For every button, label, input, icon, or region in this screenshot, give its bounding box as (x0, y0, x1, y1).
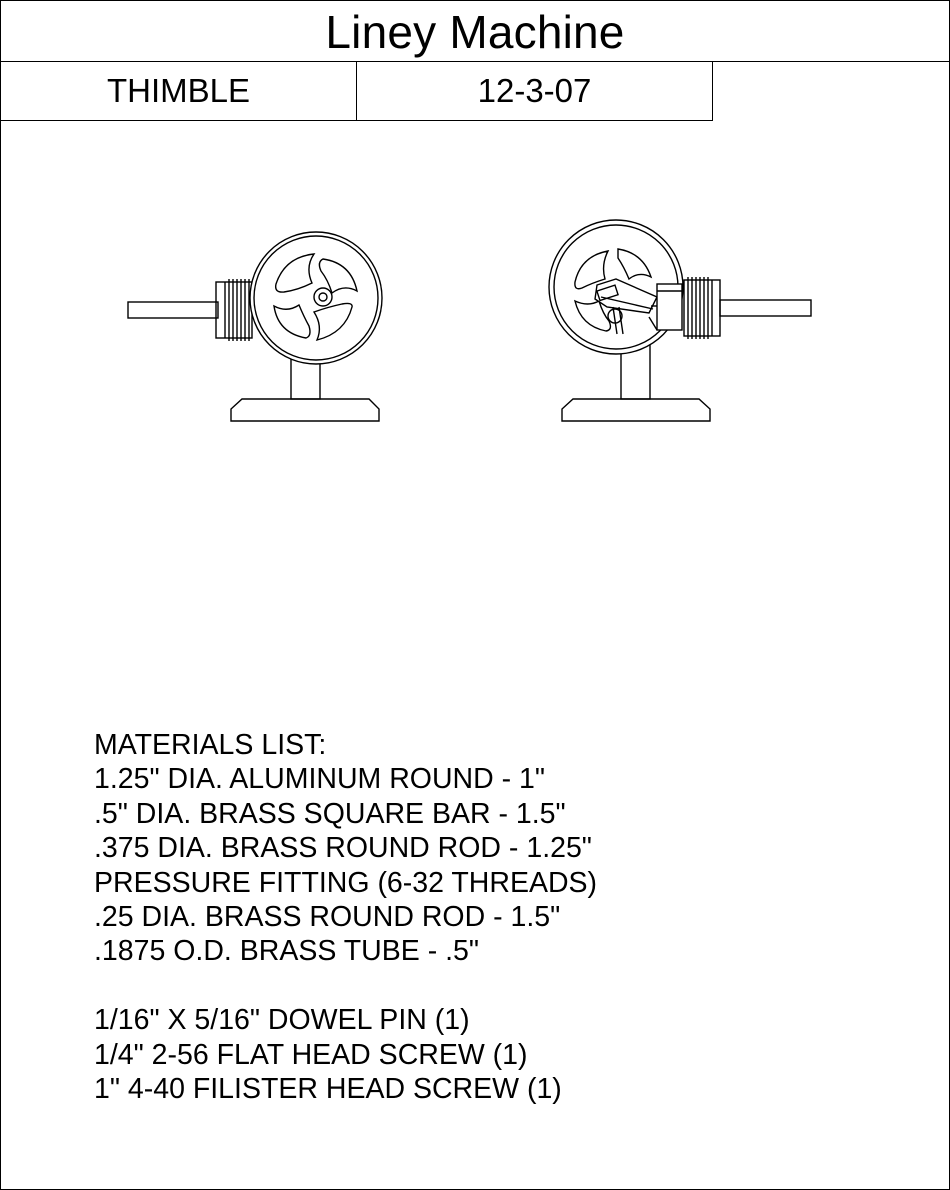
info-block (1, 62, 713, 120)
materials-heading: MATERIALS LIST: (94, 729, 327, 761)
material-item: 1.25" DIA. ALUMINUM ROUND - 1" (94, 763, 545, 796)
material-item: .25 DIA. BRASS ROUND ROD - 1.5" (94, 901, 561, 934)
list-spacer (94, 969, 597, 1003)
left-shaft (128, 302, 218, 318)
part-name: THIMBLE (106, 72, 251, 109)
drawing-title: Liney Machine (325, 6, 625, 58)
material-item: PRESSURE FITTING (6-32 THREADS) (94, 866, 598, 899)
hardware-item: 1/16" X 5/16" DOWEL PIN (1) (94, 1004, 470, 1037)
hardware-item: 1" 4-40 FILISTER HEAD SCREW (1) (94, 1073, 562, 1106)
material-item: .5" DIA. BRASS SQUARE BAR - 1.5" (94, 797, 566, 830)
part-name-cell (1, 62, 357, 121)
left-side-view (128, 232, 382, 421)
date-cell (357, 62, 713, 121)
drawing-date: 12-3-07 (477, 72, 592, 109)
right-shaft (720, 300, 811, 316)
right-threaded-collar (684, 277, 720, 339)
title-block (1, 1, 949, 62)
left-base (231, 399, 379, 421)
hardware-item: 1/4" 2-56 FLAT HEAD SCREW (1) (94, 1038, 528, 1071)
right-base (562, 399, 710, 421)
left-threaded-collar (216, 279, 252, 341)
right-side-view (549, 220, 811, 421)
material-item: .375 DIA. BRASS ROUND ROD - 1.25" (94, 832, 592, 865)
thimble-drawing (101, 201, 841, 441)
materials-list (94, 728, 597, 1106)
left-wheel (250, 232, 382, 364)
material-item: .1875 O.D. BRASS TUBE - .5" (94, 935, 479, 968)
